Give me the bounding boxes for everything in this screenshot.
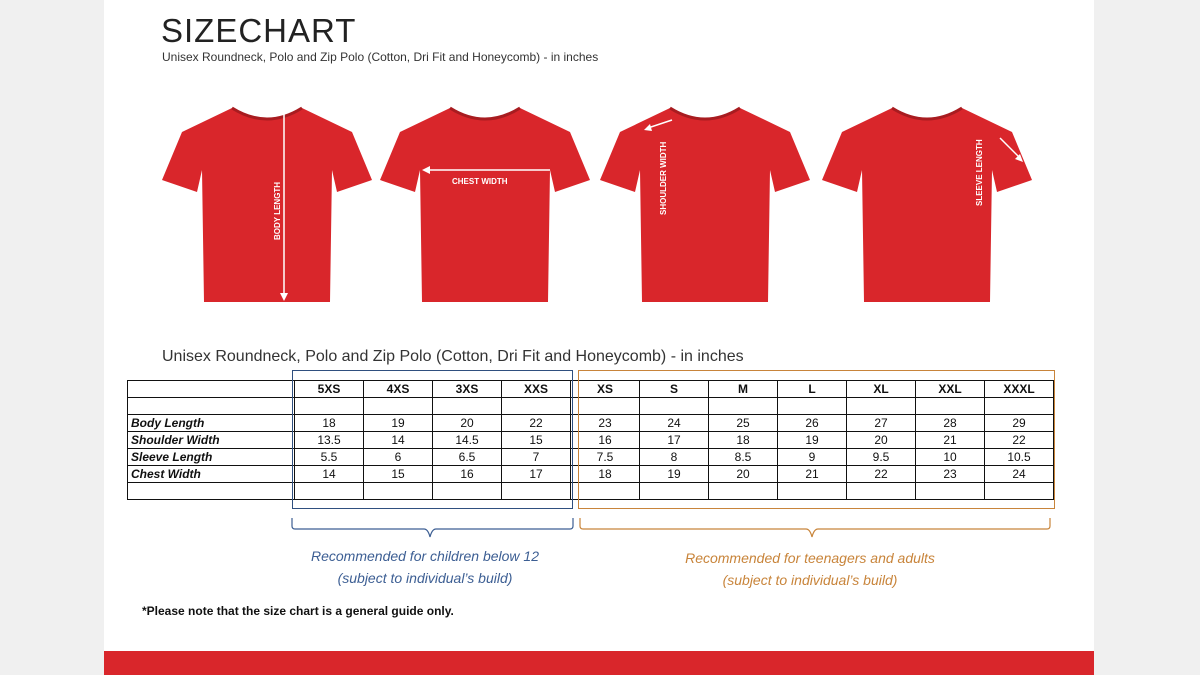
- table-cell: 14: [295, 466, 364, 483]
- table-cell: 18: [709, 432, 778, 449]
- table-cell: 28: [916, 415, 985, 432]
- children-note-line1: Recommended for children below 12: [310, 548, 539, 564]
- table-cell: 23: [571, 415, 640, 432]
- table-cell: 21: [778, 466, 847, 483]
- table-cell: 26: [778, 415, 847, 432]
- tshirt-chest-width-illustration: [380, 100, 590, 310]
- size-header-cell: L: [778, 381, 847, 398]
- children-sizes-box: [292, 370, 573, 509]
- adults-note-line2: (subject to individual’s build): [722, 572, 898, 588]
- adult-sizes-box: [578, 370, 1055, 509]
- size-header-cell: 4XS: [364, 381, 433, 398]
- table-cell: 20: [709, 466, 778, 483]
- table-cell: 7.5: [571, 449, 640, 466]
- table-title: Unisex Roundneck, Polo and Zip Polo (Cotton, Dri Fit and Honeycomb) - in inches: [162, 348, 744, 365]
- row-label: Body Length: [128, 415, 295, 432]
- sleeve-length-label: SLEEVE LENGTH: [975, 139, 984, 206]
- table-cell: 16: [571, 432, 640, 449]
- table-cell: 22: [847, 466, 916, 483]
- size-header-cell: 3XS: [433, 381, 502, 398]
- children-recommendation: [280, 545, 570, 589]
- row-label: Shoulder Width: [128, 432, 295, 449]
- shirt-sleeve-length: [822, 100, 1032, 310]
- table-cell: 16: [433, 466, 502, 483]
- tshirt-shoulder-width-illustration: [600, 100, 810, 310]
- adults-recommendation: [650, 547, 970, 591]
- size-header-cell: M: [709, 381, 778, 398]
- table-cell: 22: [985, 432, 1054, 449]
- table-cell: 10.5: [985, 449, 1054, 466]
- table-cell: 6.5: [433, 449, 502, 466]
- table-cell: 19: [364, 415, 433, 432]
- size-header-cell: XXS: [502, 381, 571, 398]
- shirt-body-length: [162, 100, 372, 310]
- body-length-label: BODY LENGTH: [273, 181, 282, 240]
- tshirt-sleeve-length-illustration: [822, 100, 1032, 310]
- table-cell: 27: [847, 415, 916, 432]
- table-cell: 17: [502, 466, 571, 483]
- table-cell: 29: [985, 415, 1054, 432]
- table-cell: 17: [640, 432, 709, 449]
- shirt-shoulder-width: [600, 100, 810, 310]
- table-cell: 23: [916, 466, 985, 483]
- shoulder-width-label: SHOULDER WIDTH: [659, 141, 668, 215]
- size-header-cell: 5XS: [295, 381, 364, 398]
- table-cell: 18: [295, 415, 364, 432]
- table-cell: 5.5: [295, 449, 364, 466]
- size-header-cell: XXXL: [985, 381, 1054, 398]
- table-cell: 7: [502, 449, 571, 466]
- tshirt-body-length-illustration: [162, 100, 372, 310]
- size-header-cell: XL: [847, 381, 916, 398]
- table-cell: 9.5: [847, 449, 916, 466]
- table-cell: 22: [502, 415, 571, 432]
- table-cell: 15: [502, 432, 571, 449]
- children-note-line2: (subject to individual’s build): [337, 570, 513, 586]
- table-cell: 13.5: [295, 432, 364, 449]
- table-cell: 6: [364, 449, 433, 466]
- table-cell: 21: [916, 432, 985, 449]
- table-cell: 14: [364, 432, 433, 449]
- page-subtitle: Unisex Roundneck, Polo and Zip Polo (Cotton, Dri Fit and Honeycomb) - in inches: [162, 50, 599, 64]
- table-cell: 8.5: [709, 449, 778, 466]
- table-cell: 18: [571, 466, 640, 483]
- table-cell: 15: [364, 466, 433, 483]
- table-cell: 20: [847, 432, 916, 449]
- table-cell: 19: [778, 432, 847, 449]
- disclaimer-note: *Please note that the size chart is a general guide only.: [142, 604, 454, 618]
- chest-width-label: CHEST WIDTH: [452, 177, 508, 186]
- table-cell: 24: [640, 415, 709, 432]
- table-cell: 24: [985, 466, 1054, 483]
- table-cell: 19: [640, 466, 709, 483]
- footer-accent-bar: [104, 651, 1094, 675]
- table-cell: 8: [640, 449, 709, 466]
- row-label: Chest Width: [128, 466, 295, 483]
- table-cell: 25: [709, 415, 778, 432]
- table-cell: 20: [433, 415, 502, 432]
- table-cell: 14.5: [433, 432, 502, 449]
- size-header-cell: S: [640, 381, 709, 398]
- table-cell: 10: [916, 449, 985, 466]
- shirt-chest-width: [380, 100, 590, 310]
- size-header-cell: XXL: [916, 381, 985, 398]
- page-title: SIZECHART: [161, 12, 357, 49]
- adults-note-line1: Recommended for teenagers and adults: [685, 550, 935, 566]
- size-header-cell: XS: [571, 381, 640, 398]
- corner-cell: [128, 381, 295, 398]
- row-label: Sleeve Length: [128, 449, 295, 466]
- table-cell: 9: [778, 449, 847, 466]
